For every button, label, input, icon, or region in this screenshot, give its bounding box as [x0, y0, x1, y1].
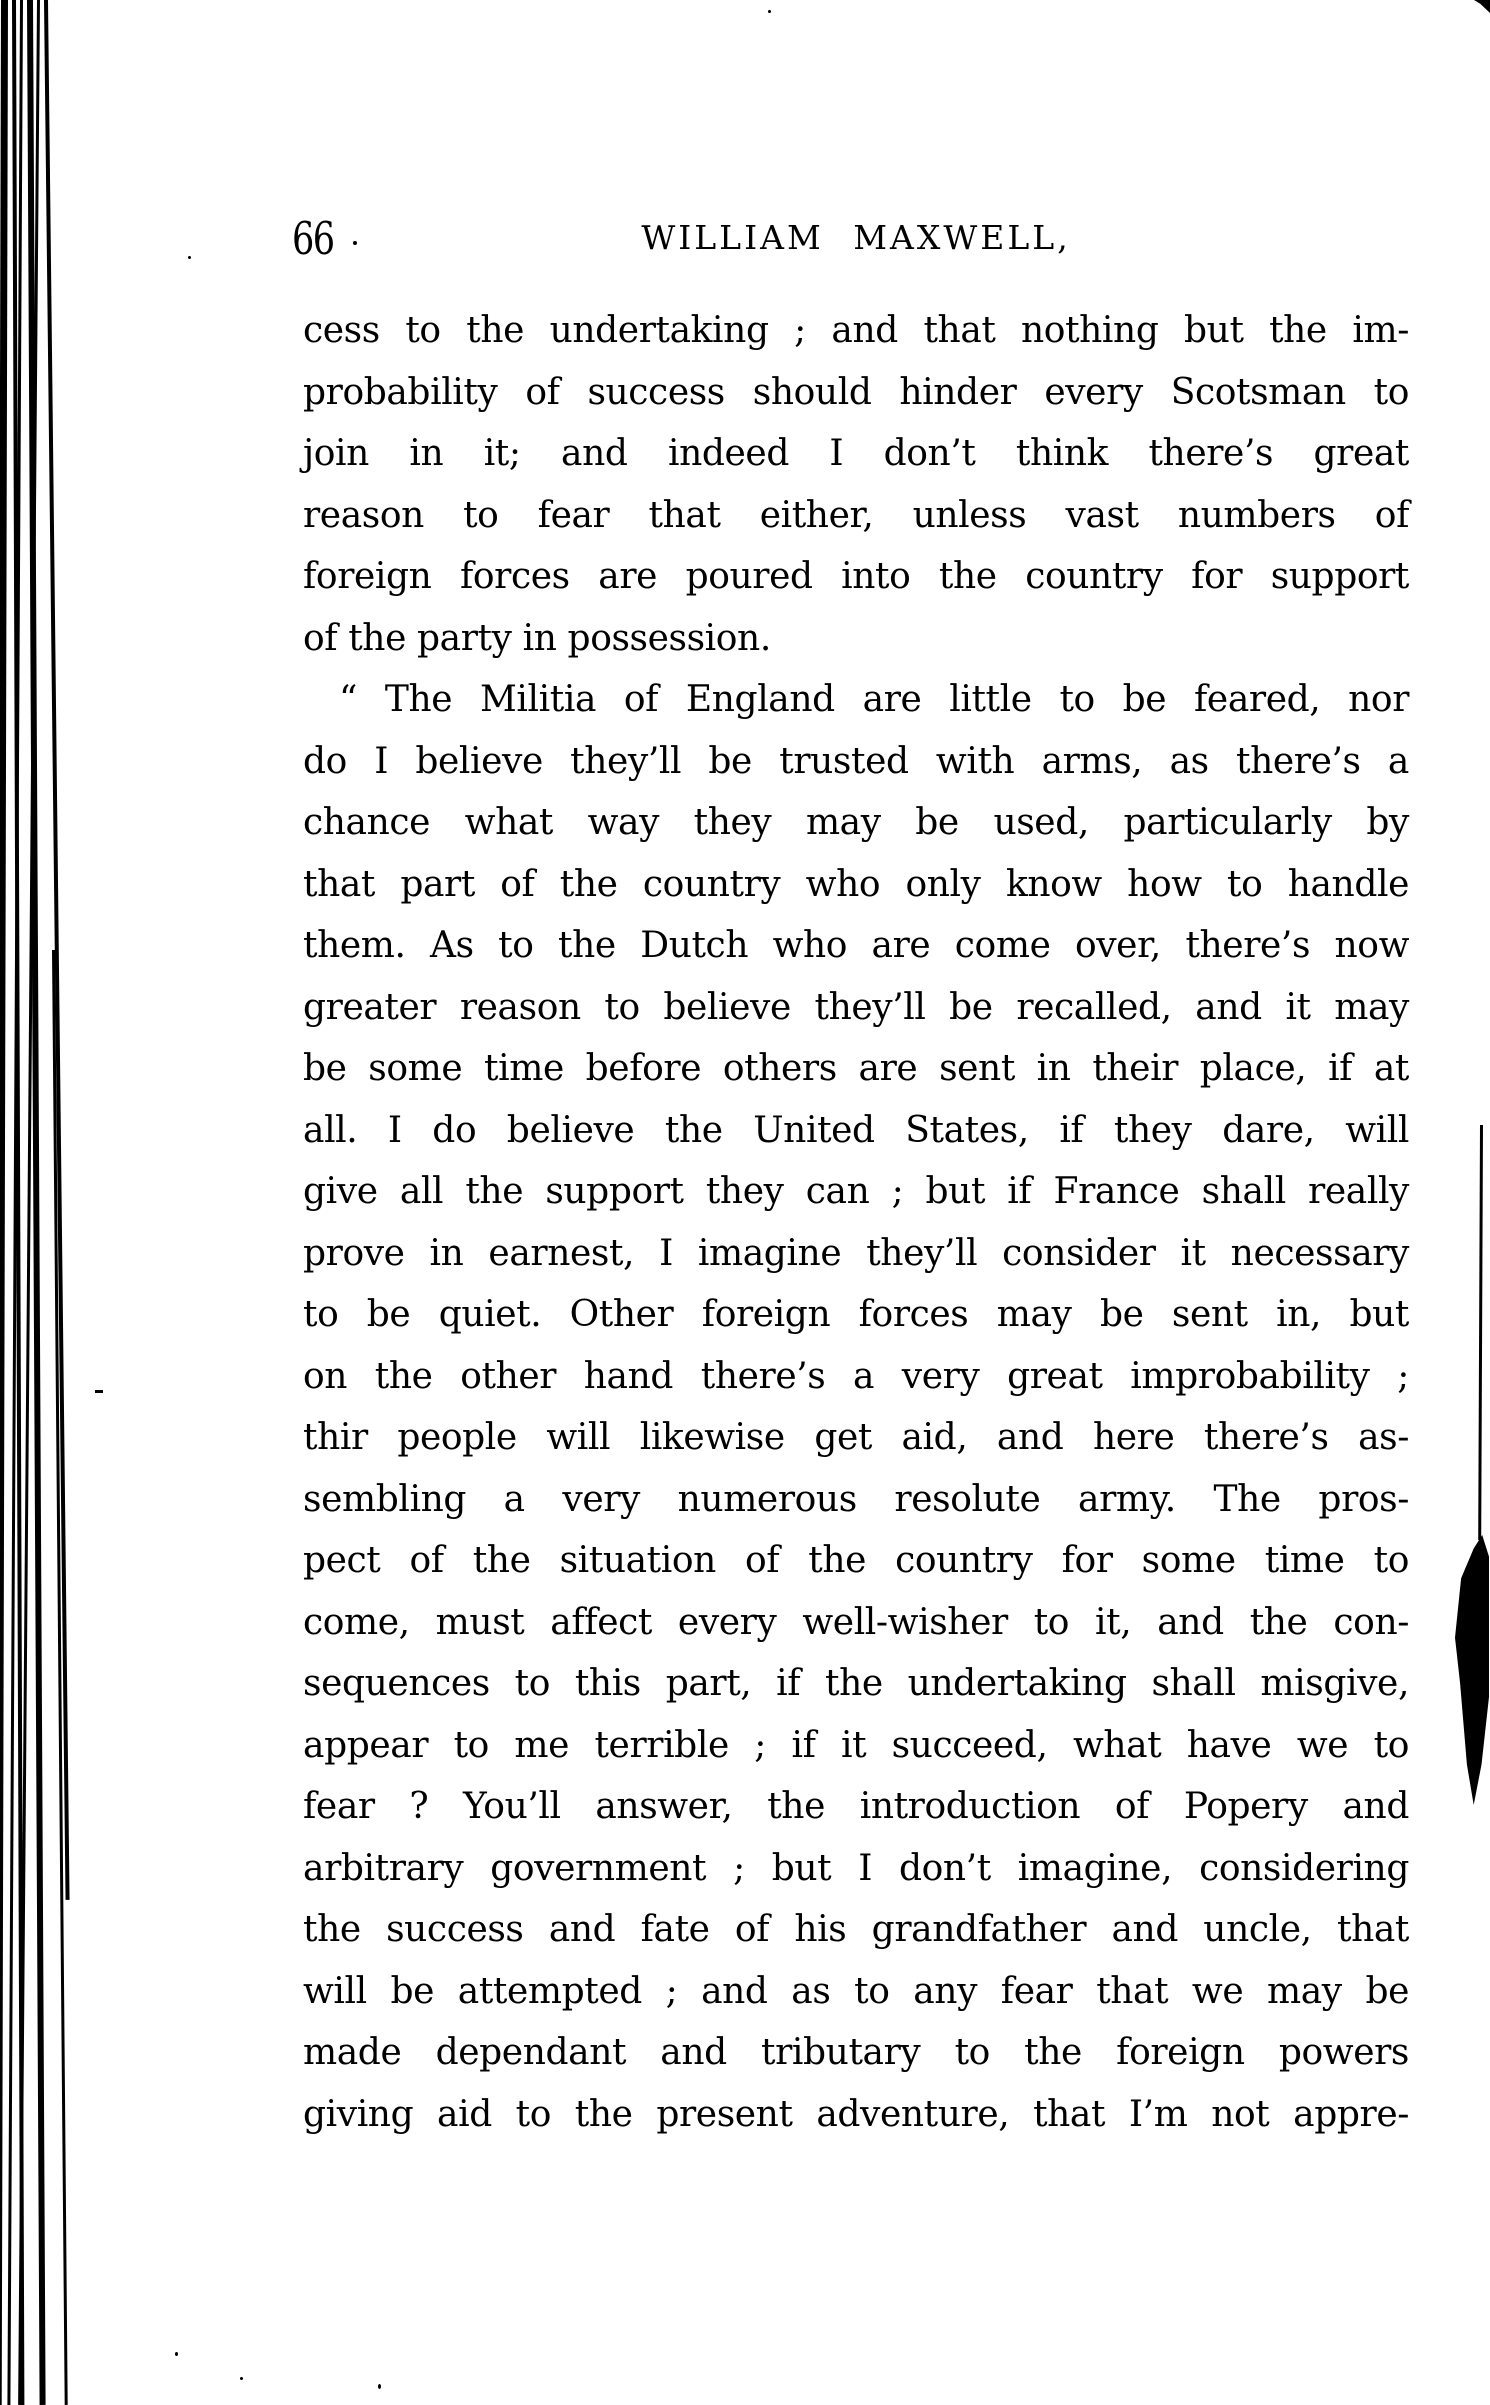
text-line: prove in earnest, I imagine they’ll consider it necessary	[303, 1232, 1409, 1274]
text-line: pect of the situation of the country for some time to	[303, 1540, 1409, 1581]
text-line: them. As to the Dutch who are come over, there’s now	[303, 925, 1409, 966]
text-line: all. I do believe the United States, if they dare, will	[303, 1109, 1409, 1151]
text-line: made dependant and tributary to the foreign powers	[303, 2032, 1409, 2073]
text-block	[303, 300, 1409, 2145]
text-line: will be attempted ; and as to any fear that we may be	[303, 1970, 1409, 2012]
dust-speck	[188, 256, 191, 259]
scan-line-right	[1478, 1125, 1483, 1540]
running-header: WILLIAM MAXWELL,	[641, 218, 1071, 257]
text-line: to be quiet. Other foreign forces may be sent in, but	[303, 1294, 1409, 1335]
text-line: come, must affect every well-wisher to it, and the con-	[303, 1601, 1409, 1643]
text-line: of the party in possession.	[303, 617, 771, 659]
text-line: that part of the country who only know how to handle	[303, 863, 1409, 905]
dust-speck	[175, 2352, 178, 2356]
text-line: chance what way they may be used, particularly by	[303, 802, 1409, 843]
text-line: be some time before others are sent in their place, if at	[303, 1048, 1409, 1089]
text-line: join in it; and indeed I don’t think there’s great	[303, 433, 1409, 474]
page-number: 66	[292, 212, 334, 265]
binding-streak	[0, 0, 8, 2405]
dust-speck	[378, 2384, 381, 2389]
text-line: the success and fate of his grandfather and uncle, that	[303, 1909, 1409, 1950]
text-line: appear to me terrible ; if it succeed, what have we to	[303, 1724, 1409, 1766]
dust-speck	[768, 10, 771, 13]
text-line: “ The Militia of England are little to be feared, nor	[339, 679, 1409, 720]
text-line: thir people will likewise get aid, and here there’s as-	[303, 1417, 1409, 1458]
dust-speck	[95, 1390, 103, 1393]
scan-blob-right	[1455, 1535, 1489, 1805]
text-line: give all the support they can ; but if France shall really	[303, 1171, 1409, 1212]
text-line: foreign forces are poured into the country for support	[303, 556, 1409, 597]
text-line: do I believe they’ll be trusted with arms, as there’s a	[303, 740, 1409, 782]
text-line: reason to fear that either, unless vast numbers of	[303, 494, 1409, 536]
text-line: sequences to this part, if the undertaking shall misgive,	[303, 1663, 1409, 1704]
text-line: greater reason to believe they’ll be recalled, and it may	[303, 986, 1409, 1028]
text-line: probability of success should hinder every Scotsman to	[303, 371, 1409, 413]
binding-streak	[44, 0, 70, 1900]
text-line: fear ? You’ll answer, the introduction of Popery and	[303, 1786, 1409, 1827]
text-line: giving aid to the present adventure, that I’m not appre-	[303, 2093, 1409, 2135]
text-line: sembling a very numerous resolute army. The pros-	[303, 1478, 1409, 1520]
text-line: cess to the undertaking ; and that nothing but the im-	[303, 310, 1409, 351]
text-line: on the other hand there’s a very great improbability ;	[303, 1355, 1409, 1397]
dust-speck	[240, 2377, 243, 2380]
corner-mark	[1474, 0, 1490, 13]
text-line: arbitrary government ; but I don’t imagine, considering	[303, 1847, 1409, 1889]
